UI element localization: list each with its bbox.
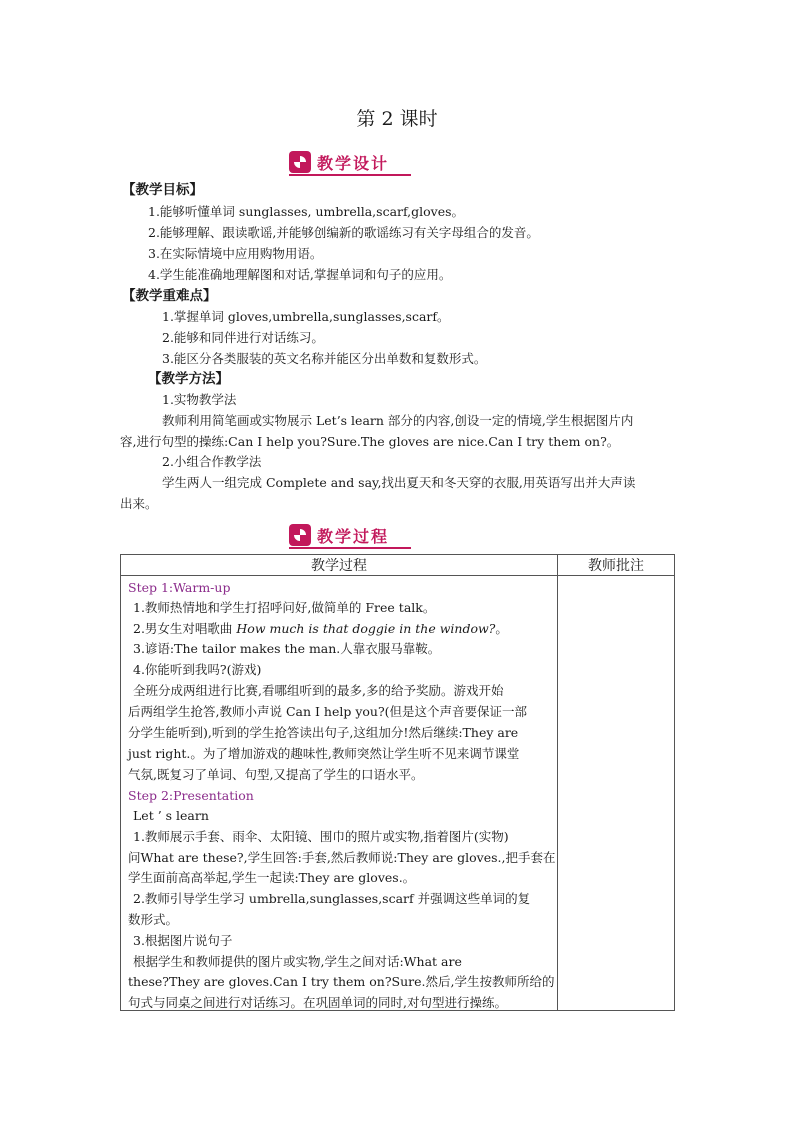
methods-heading: 【教学方法】 [148, 371, 229, 387]
step-line: 3.谚语:The tailor makes the man.人靠衣服马靠鞍。 [133, 641, 441, 656]
objective-item: 1.能够听懂单词 sunglasses, umbrella,scarf,gloves。 [148, 204, 465, 219]
step-paragraph: 句式与同桌之间进行对话练习。在巩固单词的同时,对句型进行操练。 [128, 995, 507, 1010]
objective-item: 4.学生能准确地理解图和对话,掌握单词和句子的应用。 [148, 267, 452, 282]
banner-label: 教学过程 [317, 526, 390, 546]
objective-item: 3.在实际情境中应用购物用语。 [148, 246, 323, 261]
step-paragraph: 2.教师引导学生学习 umbrella,sunglasses,scarf 并强调这些单词的复 [133, 891, 531, 906]
step-paragraph: 学生面前高高举起,学生一起读:They are gloves.。 [128, 870, 416, 885]
step-paragraph: these?They are gloves.Can I try them on?Sure.然后,学生按教师所给的 [128, 974, 555, 989]
process-table [120, 554, 675, 1011]
step-subtitle: Let ’ s learn [133, 808, 209, 823]
method-text: 学生两人一组完成 Complete and say,找出夏天和冬天穿的衣服,用英语写出并大声读 [162, 475, 636, 490]
method-title: 2.小组合作教学法 [162, 454, 262, 469]
column-header-process: 教学过程 [121, 555, 558, 576]
key-points-heading: 【教学重难点】 [122, 288, 217, 304]
key-point-item: 3.能区分各类服装的英文名称并能区分出单数和复数形式。 [162, 351, 487, 366]
objective-item: 2.能够理解、跟读歌谣,并能够创编新的歌谣练习有关字母组合的发音。 [148, 225, 539, 240]
step-paragraph: 分学生能听到),听到的学生抢答读出句子,这组加分!然后继续:They are [128, 725, 519, 740]
step-paragraph: just right.。为了增加游戏的趣味性,教师突然让学生听不见来调节课堂 [128, 746, 520, 761]
step-paragraph: 气氛,既复习了单词、句型,又提高了学生的口语水平。 [128, 767, 424, 782]
step-paragraph: 数形式。 [128, 912, 179, 927]
step-title: Step 1:Warm-up [128, 580, 231, 595]
method-text: 教师利用简笔画或实物展示 Let’s learn 部分的内容,创设一定的情境,学生根据图片内 [162, 413, 634, 428]
key-point-item: 2.能够和同伴进行对话练习。 [162, 330, 324, 345]
step-line: 3.根据图片说句子 [133, 933, 233, 948]
step-line: 4.你能听到我吗?(游戏) [133, 662, 262, 677]
method-title: 1.实物教学法 [162, 392, 237, 407]
step-paragraph: 1.教师展示手套、雨伞、太阳镜、围巾的照片或实物,指着图片(实物) [133, 829, 509, 844]
teacher-notes-cell [558, 576, 675, 1011]
step-paragraph: 后两组学生抢答,教师小声说 Can I help you?(但是这个声音要保证一部 [128, 704, 528, 719]
section-banner-process [289, 523, 411, 547]
objectives-heading: 【教学目标】 [122, 182, 203, 198]
method-text: 出来。 [120, 496, 158, 511]
step-paragraph: 根据学生和教师提供的图片或实物,学生之间对话:What are [133, 954, 462, 969]
step-line: 2.男女生对唱歌曲 How much is that doggie in the window?。 [133, 621, 508, 636]
page-title: 第 2 课时 [356, 108, 438, 130]
key-point-item: 1.掌握单词 gloves,umbrella,sunglasses,scarf。 [162, 309, 450, 324]
step-paragraph: 问What are these?,学生回答:手套,然后教师说:They are gloves.,把手套在 [128, 850, 556, 865]
banner-label: 教学设计 [317, 153, 390, 173]
step-line: 1.教师热情地和学生打招呼问好,做简单的 Free talk。 [133, 600, 436, 615]
process-content [121, 576, 557, 1010]
section-banner-design [289, 150, 411, 174]
step-paragraph: 全班分成两组进行比赛,看哪组听到的最多,多的给予奖励。游戏开始 [133, 683, 504, 698]
column-header-notes: 教师批注 [558, 555, 675, 576]
section-logo-icon [289, 151, 311, 173]
method-text: 容,进行句型的操练:Can I help you?Sure.The gloves are nice.Can I try them on?。 [120, 434, 620, 449]
song-title: How much is that doggie in the window? [236, 621, 496, 636]
step-title: Step 2:Presentation [128, 788, 254, 803]
section-logo-icon [289, 524, 311, 546]
